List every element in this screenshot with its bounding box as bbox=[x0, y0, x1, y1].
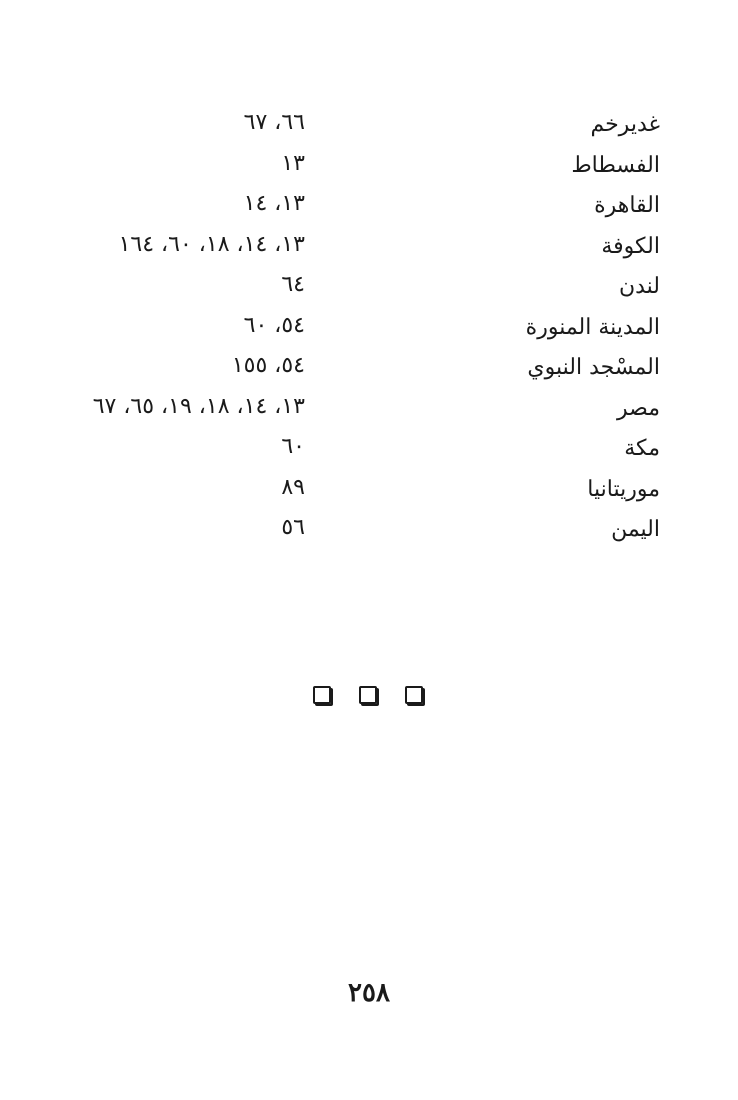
place-index bbox=[60, 106, 660, 552]
page-references: ٥٤، ٦٠ bbox=[243, 312, 305, 338]
square-ornament-icon bbox=[359, 686, 377, 704]
page-references: ١٣، ١٤، ١٨، ١٩، ٦٥، ٦٧ bbox=[92, 393, 305, 419]
place-name: غديرخم bbox=[590, 112, 660, 137]
index-entry bbox=[60, 349, 660, 390]
page-references: ٦٦، ٦٧ bbox=[243, 110, 305, 135]
page-references: ٨٩ bbox=[281, 474, 305, 500]
index-entry bbox=[60, 147, 660, 188]
place-name: القاهرة bbox=[594, 193, 660, 218]
page-references: ٥٦ bbox=[281, 515, 305, 540]
index-entry bbox=[60, 228, 660, 269]
place-name: لندن bbox=[618, 274, 660, 299]
index-entry bbox=[60, 106, 660, 147]
place-name: اليمن bbox=[611, 517, 660, 542]
place-name: الكوفة bbox=[601, 233, 660, 259]
page-references: ١٣، ١٤، ١٨، ٦٠، ١٦٤ bbox=[118, 231, 305, 257]
index-entry bbox=[60, 268, 660, 309]
square-ornament-icon bbox=[405, 686, 423, 704]
index-entry bbox=[60, 390, 660, 431]
index-entry bbox=[60, 430, 660, 471]
place-name: موريتانيا bbox=[587, 476, 660, 502]
index-entry bbox=[60, 471, 660, 512]
page-references: ١٣ bbox=[281, 150, 305, 176]
place-name: مكة bbox=[624, 436, 660, 461]
index-entry bbox=[60, 187, 660, 228]
place-name: المدينة المنورة bbox=[525, 314, 660, 340]
page-number: ٢٥٨ bbox=[348, 978, 390, 1008]
place-name: الفسطاط bbox=[571, 152, 660, 178]
index-entry bbox=[60, 511, 660, 552]
page-references: ٦٠ bbox=[281, 434, 305, 459]
square-ornament-icon bbox=[313, 686, 331, 704]
place-name: مصر bbox=[616, 395, 660, 421]
index-entry bbox=[60, 309, 660, 350]
page-references: ١٣، ١٤ bbox=[243, 191, 305, 216]
place-name: المسْجد النبوي bbox=[527, 355, 660, 380]
page-references: ٥٤، ١٥٥ bbox=[231, 353, 305, 378]
section-end-ornament bbox=[313, 686, 423, 704]
page-references: ٦٤ bbox=[281, 272, 305, 297]
